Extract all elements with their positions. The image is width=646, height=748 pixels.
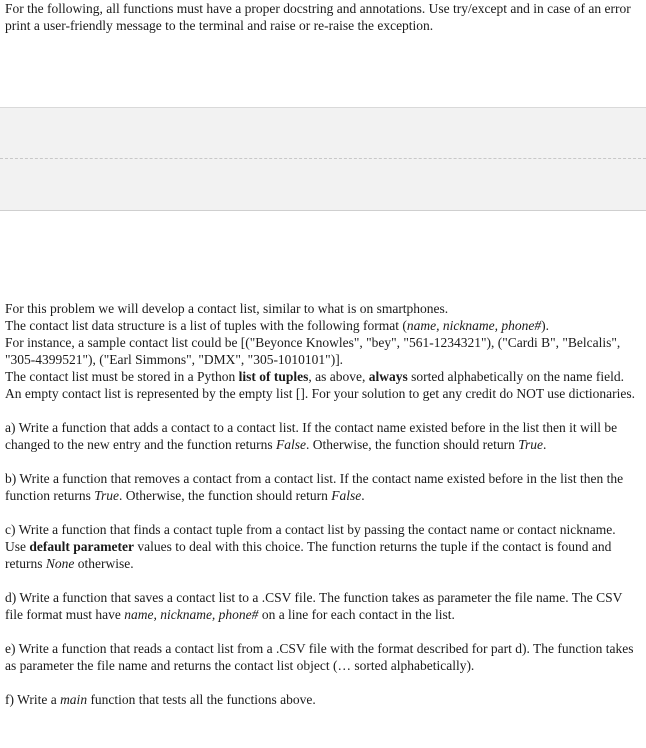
storage-bold-list-of-tuples: list of tuples xyxy=(238,369,309,384)
format-fields: name, nickname, phone# xyxy=(406,318,542,333)
storage-text-end: sorted alphabetically on the name field. An empty contact list is represented by the empty list []. For your solution to get any credit do NOT use dictionaries. xyxy=(5,369,635,401)
part-d xyxy=(5,589,635,623)
part-b-true: True xyxy=(94,488,119,503)
part-c-none: None xyxy=(45,556,75,571)
format-text: The contact list data structure is a list of tuples with the following format ( xyxy=(5,318,407,333)
part-a-true: True xyxy=(518,437,544,452)
part-a-text-end: . xyxy=(543,437,547,452)
problem-statement xyxy=(5,300,635,708)
intro-paragraph: For the following, all functions must have a proper docstring and annotations. Use try/except and in case of an error print a user-friendly message to the terminal and raise or re-raise the exception. xyxy=(5,1,631,33)
part-d-text-end: on a line for each contact in the list. xyxy=(258,607,455,622)
part-b xyxy=(5,470,635,504)
part-b-text-end: . xyxy=(361,488,365,503)
part-a-text-mid: . Otherwise, the function should return xyxy=(306,437,519,452)
part-b-false: False xyxy=(331,488,362,503)
dashed-divider xyxy=(0,158,646,159)
part-b-text: b) Write a function that removes a contact from a contact list. If the contact name existed before in the list then the function returns xyxy=(5,471,624,503)
part-f-main: main xyxy=(60,692,88,707)
storage-bold-always: always xyxy=(368,369,408,384)
intro-line: For this problem we will develop a contact list, similar to what is on smartphones. xyxy=(5,301,449,316)
storage-text-mid: , as above, xyxy=(308,369,369,384)
answer-area xyxy=(0,107,646,211)
part-d-text: d) Write a function that saves a contact list to a .CSV file. The function takes as parameter the file name. The CSV file format must have xyxy=(5,590,623,622)
part-c-text-mid: values to deal with this choice. The function returns the tuple if the contact is found and returns xyxy=(5,539,612,571)
part-c-text-end: otherwise. xyxy=(74,556,134,571)
part-a xyxy=(5,419,635,453)
part-f xyxy=(5,691,635,708)
part-a-text: a) Write a function that adds a contact to a contact list. If the contact name existed before in the list then it will be changed to the new entry and the function returns xyxy=(5,420,618,452)
format-text-end: ). xyxy=(541,318,549,333)
part-b-text-mid: . Otherwise, the function should return xyxy=(119,488,332,503)
sample-contact-list: For instance, a sample contact list could be [("Beyonce Knowles", "bey", "561-1234321"), ("Cardi B", "Belcalis", "305-4399521"), ("Earl Simmons", "DMX", "305-1010101")]. xyxy=(5,335,621,367)
part-c-text: c) Write a function that finds a contact tuple from a contact list by passing the contact name or contact nickname. Use xyxy=(5,522,616,554)
part-a-false: False xyxy=(276,437,307,452)
storage-text: The contact list must be stored in a Python xyxy=(5,369,239,384)
part-d-fields: name, nickname, phone# xyxy=(124,607,259,622)
problem-intro xyxy=(5,300,635,402)
part-c xyxy=(5,521,635,572)
part-f-text: f) Write a xyxy=(5,692,61,707)
part-c-default-parameter: default parameter xyxy=(29,539,134,554)
part-e: e) Write a function that reads a contact list from a .CSV file with the format described for part d). The function takes as parameter the file name and returns the contact list object (… sorted alphabetically). xyxy=(5,641,634,673)
part-f-text-end: function that tests all the functions above. xyxy=(87,692,316,707)
